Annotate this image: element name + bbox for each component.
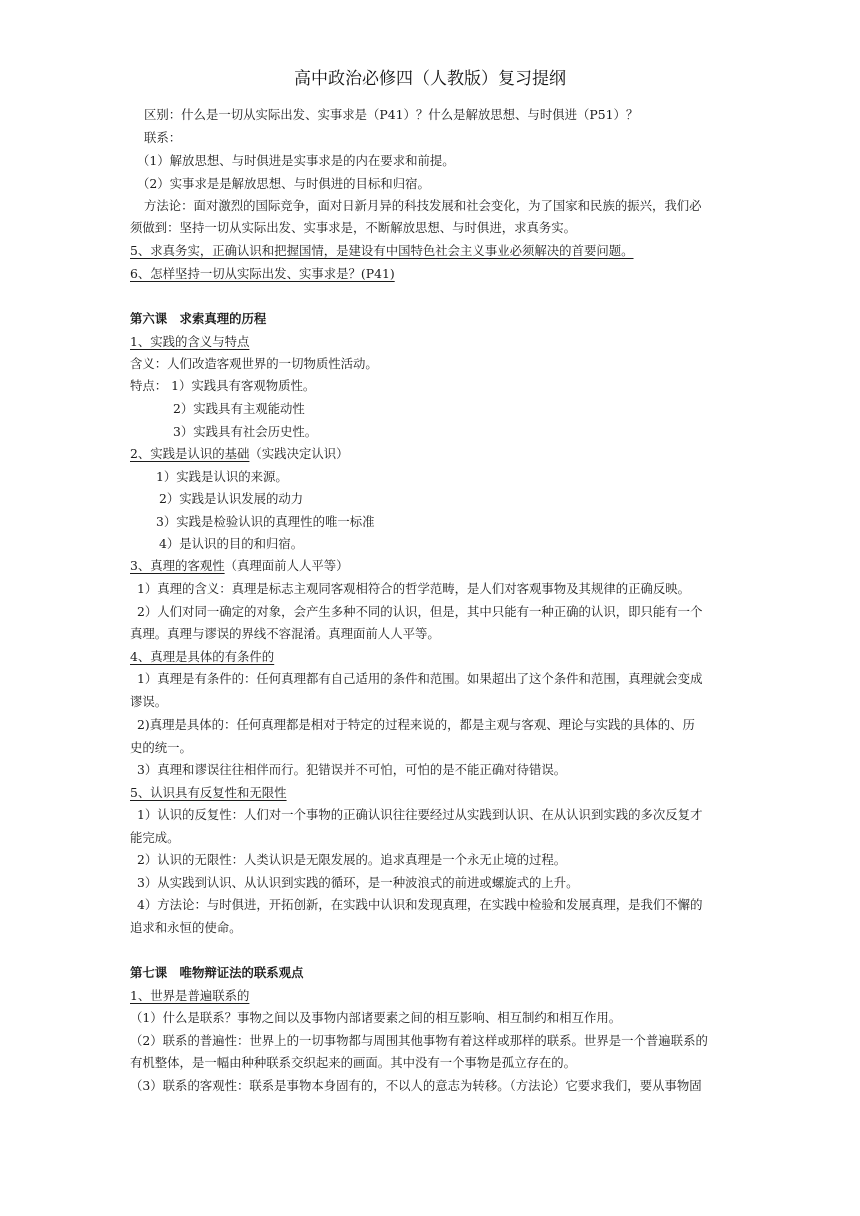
text-line: 1）实践是认识的来源。	[156, 469, 288, 484]
text-line: 2）实践是认识发展的动力	[159, 491, 304, 506]
subsection-heading	[130, 445, 349, 463]
text-line: 3）从实践到认识、从认识到实践的循环，是一种波浪式的前进或螺旋式的上升。	[137, 875, 579, 890]
text-line: 方法论：面对激烈的国际竞争，面对日新月异的科技发展和社会变化，为了国家和民族的振兴，我们必	[144, 198, 702, 213]
text-line: 能完成。	[130, 830, 180, 845]
text-line: 联系：	[144, 130, 182, 145]
text-line: 4）方法论：与时俱进，开拓创新，在实践中认识和发现真理，在实践中检验和发展真理，是我们不懈的	[137, 897, 703, 912]
text-line: 2)真理是具体的：任何真理都是相对于特定的过程来说的，都是主观与客观、理论与实践的具体的、历	[137, 717, 695, 732]
subsection-heading: 1、实践的含义与特点	[130, 334, 250, 349]
text-line: 3）实践具有社会历史性。	[173, 424, 318, 439]
text-line: 区别：什么是一切从实际出发、实事求是（P41）？什么是解放思想、与时俱进（P51）？	[144, 107, 639, 122]
text-line: 史的统一。	[130, 740, 192, 755]
text-line: 含义：人们改造客观世界的一切物质性活动。	[130, 356, 378, 371]
text-line: 3）真理和谬误往往相伴而行。犯错误并不可怕，可怕的是不能正确对待错误。	[137, 762, 567, 777]
text-line: 2）实践具有主观能动性	[173, 401, 305, 416]
text-line: 谬误。	[130, 694, 168, 709]
text-line: 5、求真务实，正确认识和把握国情，是建设有中国特色社会主义事业必须解决的首要问题。	[130, 243, 634, 258]
text-line: 1）真理是有条件的：任何真理都有自己适用的条件和范围。如果超出了这个条件和范围，真理就会变成	[137, 671, 703, 686]
subsection-heading-main: 3、真理的客观性	[130, 558, 225, 573]
section-heading: 第七课 唯物辩证法的联系观点	[130, 965, 304, 980]
text-line: （2）实事求是是解放思想、与时俱进的目标和归宿。	[137, 176, 430, 191]
text-line: （2）联系的普遍性：世界上的一切事物都与周围其他事物有着这样或那样的联系。世界是一个普遍联系的	[130, 1033, 708, 1048]
page-title: 高中政治必修四（人教版）复习提纲	[294, 69, 566, 89]
text-line: 2）认识的无限性：人类认识是无限发展的。追求真理是一个永无止境的过程。	[137, 852, 567, 867]
subsection-heading: 4、真理是具体的有条件的	[130, 649, 275, 664]
text-line: 追求和永恒的使命。	[130, 920, 242, 935]
subsection-heading: 5、认识具有反复性和无限性	[130, 785, 287, 800]
subsection-heading-main: 2、实践是认识的基础	[130, 446, 250, 461]
text-line: 须做到：坚持一切从实际出发、实事求是，不断解放思想、与时俱进，求真务实。	[130, 220, 577, 235]
text-line: （1）解放思想、与时俱进是实事求是的内在要求和前提。	[137, 153, 455, 168]
text-line: 真理。真理与谬误的界线不容混淆。真理面前人人平等。	[130, 626, 440, 641]
section-heading: 第六课 求索真理的历程	[130, 311, 267, 326]
subsection-heading-note: （真理面前人人平等）	[224, 558, 349, 573]
text-line: （3）联系的客观性：联系是事物本身固有的，不以人的意志为转移。（方法论）它要求我们，要从事物固	[130, 1078, 702, 1093]
text-line: 6、怎样坚持一切从实际出发、实事求是？(P41)	[130, 266, 395, 281]
subsection-heading	[130, 557, 349, 575]
subsection-heading-note: （实践决定认识）	[249, 446, 349, 461]
text-line: 3）实践是检验认识的真理性的唯一标准	[156, 514, 375, 529]
text-line: 4）是认识的目的和归宿。	[159, 536, 304, 551]
text-line: 1）认识的反复性：人们对一个事物的正确认识往往要经过从实践到认识、在从认识到实践的多次反复才	[137, 807, 703, 822]
text-line: 特点： 1）实践具有客观物质性。	[130, 378, 316, 393]
text-line: （1）什么是联系？事物之间以及事物内部诸要素之间的相互影响、相互制约和相互作用。	[130, 1010, 622, 1025]
text-line: 1）真理的含义：真理是标志主观同客观相符合的哲学范畴，是人们对客观事物及其规律的正确反映。	[137, 581, 691, 596]
text-line: 有机整体，是一幅由种种联系交织起来的画面。其中没有一个事物是孤立存在的。	[130, 1055, 577, 1070]
text-line: 2）人们对同一确定的对象，会产生多种不同的认识，但是，其中只能有一种正确的认识，即只能有一个	[137, 604, 703, 619]
subsection-heading: 1、世界是普遍联系的	[130, 988, 250, 1003]
